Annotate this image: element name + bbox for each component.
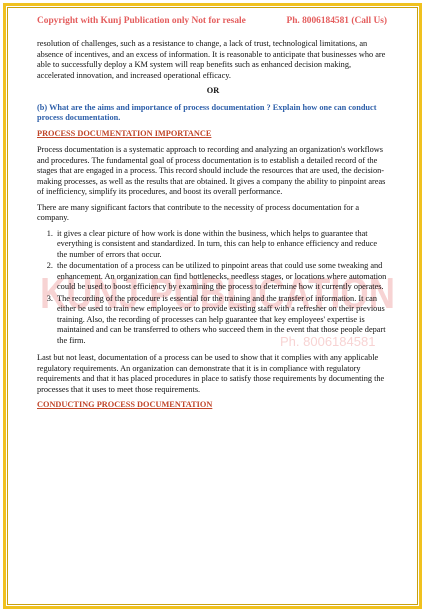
- closing-paragraph: Last but not least, documentation of a process can be used to show that it complies with any applicable regulatory requirements. An organization can demonstrate that it is in compliance with regulatory requirements and that it has placed procedures in place to satisfy those requirements by documenting the processes that it uses to meet those requirements.: [37, 353, 385, 394]
- question-text: (b) What are the aims and importance of process documentation ? Explain how one can conduct process documentation.: [37, 102, 377, 122]
- section-heading-conducting: CONDUCTING PROCESS DOCUMENTATION: [37, 400, 213, 409]
- body-paragraph: There are many significant factors that contribute to the necessity of process documentation for a company.: [37, 202, 360, 222]
- factors-list: [37, 229, 389, 347]
- phone-contact: Ph. 8006184581 (Call Us): [286, 16, 387, 26]
- watermark-phone: Ph. 8006184581: [280, 334, 376, 349]
- page-header: [37, 16, 387, 26]
- body-paragraph: Process documentation is a systematic approach to recording and analyzing an organization's workflows and procedures. The fundamental goal of process documentation is to establish a detailed record of the stages that are engaged in a process. This record should include the resources that are used, the decision-making processes, as well as the results that are obtained. It gives a company the ability to pinpoint areas of inefficiency, simplify its procedures, and boost its overall performance.: [37, 145, 386, 196]
- list-item: 2. the documentation of a process can be utilized to pinpoint areas that could use some tweaking and enhancement. An organization can find bottlenecks, needless stages, or locations where automation could be used to boost efficiency by examining the process to determine how it currently operates.: [55, 261, 389, 293]
- or-separator: OR: [206, 86, 220, 95]
- list-item: 1. it gives a clear picture of how work is done within the business, which helps to guarantee that everything is consistent and standardized. In turn, this can help to enhance efficiency and reduce the number of errors that occur.: [55, 229, 389, 261]
- watermark-brand: KUNJ PUBLICATION: [40, 269, 395, 318]
- document-body: [37, 39, 389, 417]
- section-heading-importance: PROCESS DOCUMENTATION IMPORTANCE: [37, 128, 212, 138]
- copyright-notice: Copyright with Kunj Publication only Not for resale: [37, 16, 246, 26]
- list-item: 3. The recording of the procedure is essential for the training and the transfer of information. It can either be used to train new employees or to provide existing staff with a refresher on their previous training. Also, the recording of processes can help guarantee that key employees' expertise is maintained and can be transferred to others who succeed them in the event that those people depart the firm.: [55, 294, 389, 347]
- intro-paragraph: resolution of challenges, such as a resistance to change, a lack of trust, technological limitations, an absence of incentives, and an excess of information. It is reasonable to anticipate that businesses who are able to successfully deploy a KM system will reap benefits such as enhanced decision making, accelerated innovation, and increased operational efficacy.: [37, 39, 386, 80]
